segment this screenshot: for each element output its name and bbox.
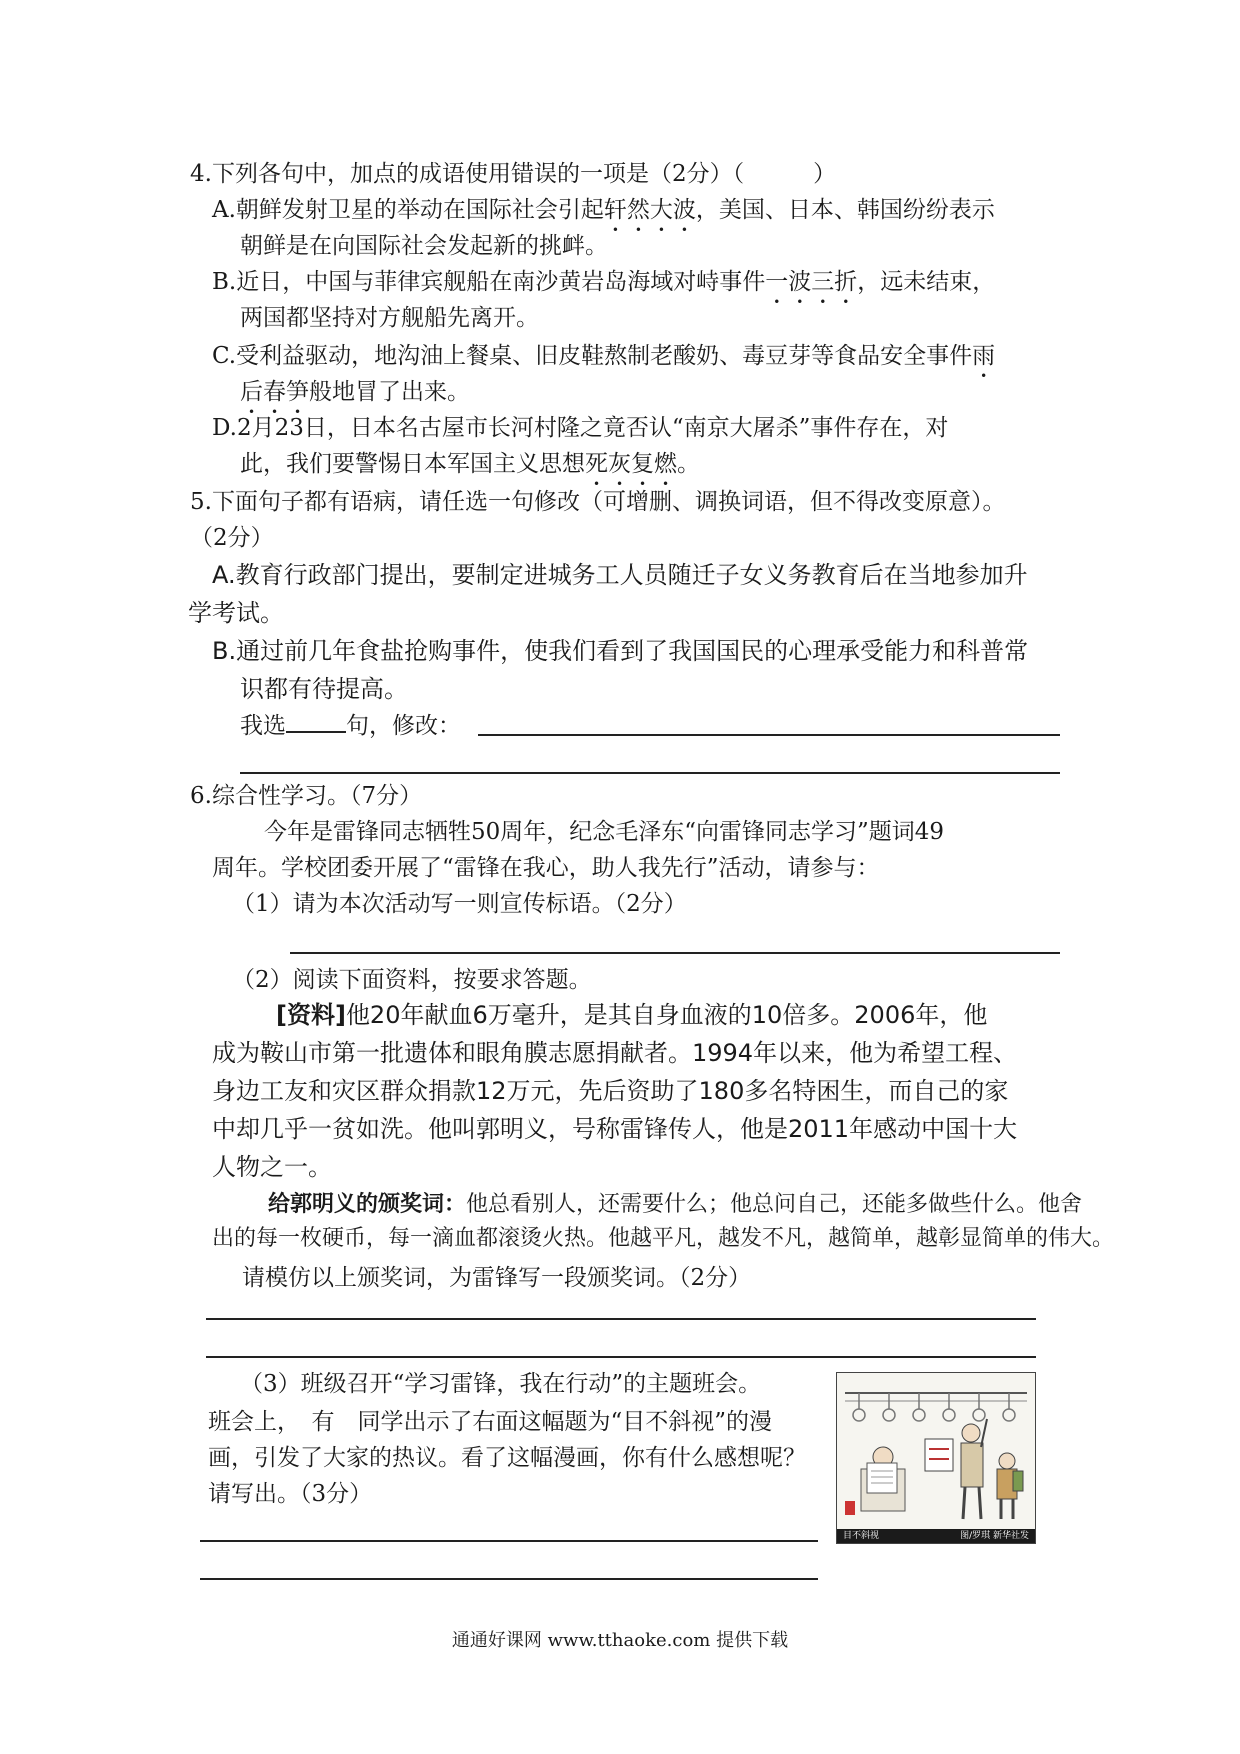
q5-sentence-b: B.通过前几年食盐抢购事件，使我们看到了我国国民的心理承受能力和科普常 [212, 637, 1029, 665]
page-footer: 通通好课网 www.tthaoke.com 提供下载 [451, 1630, 789, 1651]
q6-intro: 今年是雷锋同志牺牲50周年，纪念毛泽东“向雷锋同志学习”题词49 [264, 819, 945, 845]
award-answer-line-2[interactable] [206, 1356, 1036, 1358]
material-line-5: 人物之一。 [212, 1153, 332, 1181]
award-line-2: 出的每一枚硬币，每一滴血都滚烫火热。他越平凡，越发不凡，越简单，越彰显简单的伟大。 [212, 1226, 1115, 1251]
q5-sentence-a: A.教育行政部门提出，要制定进城务工人员随迁子女义务教育后在当地参加升 [212, 561, 1028, 589]
q5-sentence-b-line2: 识都有待提高。 [240, 675, 408, 703]
cartoon-drawing [837, 1373, 1035, 1529]
q5-answer-row [240, 708, 461, 744]
q6-part2: （2）阅读下面资料，按要求答题。 [232, 967, 592, 993]
q6-part1: （1）请为本次活动写一则宣传标语。（2分） [232, 891, 687, 917]
material-line-3: 身边工友和灾区群众捐款12万元，先后资助了180多名特困生，而自己的家 [212, 1077, 1009, 1105]
q6-stem: 6.综合性学习。（7分） [190, 783, 423, 809]
option-label: D. [212, 415, 237, 441]
q5-score: （2分） [190, 525, 274, 551]
option-text: 。 [677, 451, 700, 477]
q5-answer-line-2[interactable] [240, 772, 1060, 774]
option-label: A. [212, 197, 236, 223]
answer-prefix: 我选 [240, 713, 286, 739]
award-tag: 给郭明义的颁奖词： [268, 1192, 467, 1217]
option-text: 受利益驱动，地沟油上餐桌、旧皮鞋熬制老酸奶、毒豆芽等食品安全事件 [236, 343, 973, 369]
q5-sentence-a-line2: 学考试。 [188, 599, 284, 627]
dotted-idiom: 死灰复燃 [585, 451, 677, 477]
material-line-2: 成为鞍山市第一批遗体和眼角膜志愿捐献者。1994年以来，他为希望工程、 [212, 1039, 1018, 1067]
dotted-idiom: 后春笋 [240, 379, 309, 405]
option-text: 朝鲜发射卫星的举动在国际社会引起 [235, 197, 604, 223]
answer-mid: 句，修改： [346, 713, 461, 739]
cartoon-image [836, 1372, 1036, 1544]
option-text: 此，我们要警惕日本军国主义思想 [240, 451, 585, 477]
award-answer-line-1[interactable] [206, 1318, 1036, 1320]
award-line-1 [268, 1188, 1082, 1222]
cartoon-caption-bar [837, 1529, 1035, 1543]
q6-part3-line2: 班会上， 有 同学出示了右面这幅题为“目不斜视”的漫 [208, 1409, 773, 1435]
q4-stem: 4.下列各句中，加点的成语使用错误的一项是（2分）（ ） [190, 161, 837, 187]
dotted-idiom: 轩然大波 [603, 197, 696, 223]
q6-part3-line4: 请写出。（3分） [208, 1481, 373, 1507]
option-text: 近日，中国与菲律宾舰船在南沙黄岩岛海域对峙事件 [236, 269, 766, 295]
imitate-instruction: 请模仿以上颁奖词，为雷锋写一段颁奖词。（2分） [242, 1265, 752, 1291]
q6-part3-line3: 画，引发了大家的热议。看了这幅漫画，你有什么感想呢？ [208, 1445, 806, 1471]
award-text: 他总看别人，还需要什么；他总问自己，还能多做些什么。他舍 [466, 1192, 1083, 1217]
q4-option-a-line2: 朝鲜是在向国际社会发起新的挑衅。 [240, 233, 608, 259]
dotted-idiom: 一波三折 [765, 269, 858, 295]
option-text: 2月23日，日本名古屋市长河村隆之竟否认“南京大屠杀”事件存在，对 [236, 415, 949, 441]
reflection-answer-line-2[interactable] [200, 1578, 818, 1580]
q4-option-d [212, 410, 948, 446]
option-label: C. [212, 343, 237, 369]
reflection-answer-line-1[interactable] [200, 1540, 818, 1542]
dotted-idiom: 雨 [972, 343, 996, 369]
choice-blank[interactable] [286, 709, 346, 733]
q4-option-b-line2: 两国都坚持对方舰船先离开。 [240, 305, 539, 331]
q5-answer-line-1[interactable] [478, 734, 1060, 736]
cartoon-title: 目不斜视 [843, 1531, 880, 1541]
cartoon-credit: 图/罗琪 新华社发 [960, 1531, 1029, 1541]
material-line-4: 中却几乎一贫如洗。他叫郭明义，号称雷锋传人，他是2011年感动中国十大 [212, 1115, 1018, 1143]
q6-intro-line2: 周年。学校团委开展了“雷锋在我心，助人我先行”活动，请参与： [212, 855, 880, 881]
material-text: 他20年献血6万毫升，是其自身血液的10倍多。2006年，他 [345, 1001, 988, 1029]
material-tag: [资料] [276, 1001, 346, 1029]
material-line-1 [276, 996, 987, 1034]
q5-stem: 5.下面句子都有语病，请任选一句修改（可增删、调换词语，但不得改变原意）。 [190, 489, 1006, 515]
option-text: ，美国、日本、韩国纷纷表示 [695, 197, 995, 223]
option-text: ，远未结束， [857, 269, 996, 295]
option-text: 般地冒了出来。 [309, 379, 470, 405]
q6-part3: （3）班级召开“学习雷锋，我在行动”的主题班会。 [240, 1371, 762, 1397]
option-label: B. [212, 269, 237, 295]
slogan-answer-line[interactable] [290, 952, 1060, 954]
